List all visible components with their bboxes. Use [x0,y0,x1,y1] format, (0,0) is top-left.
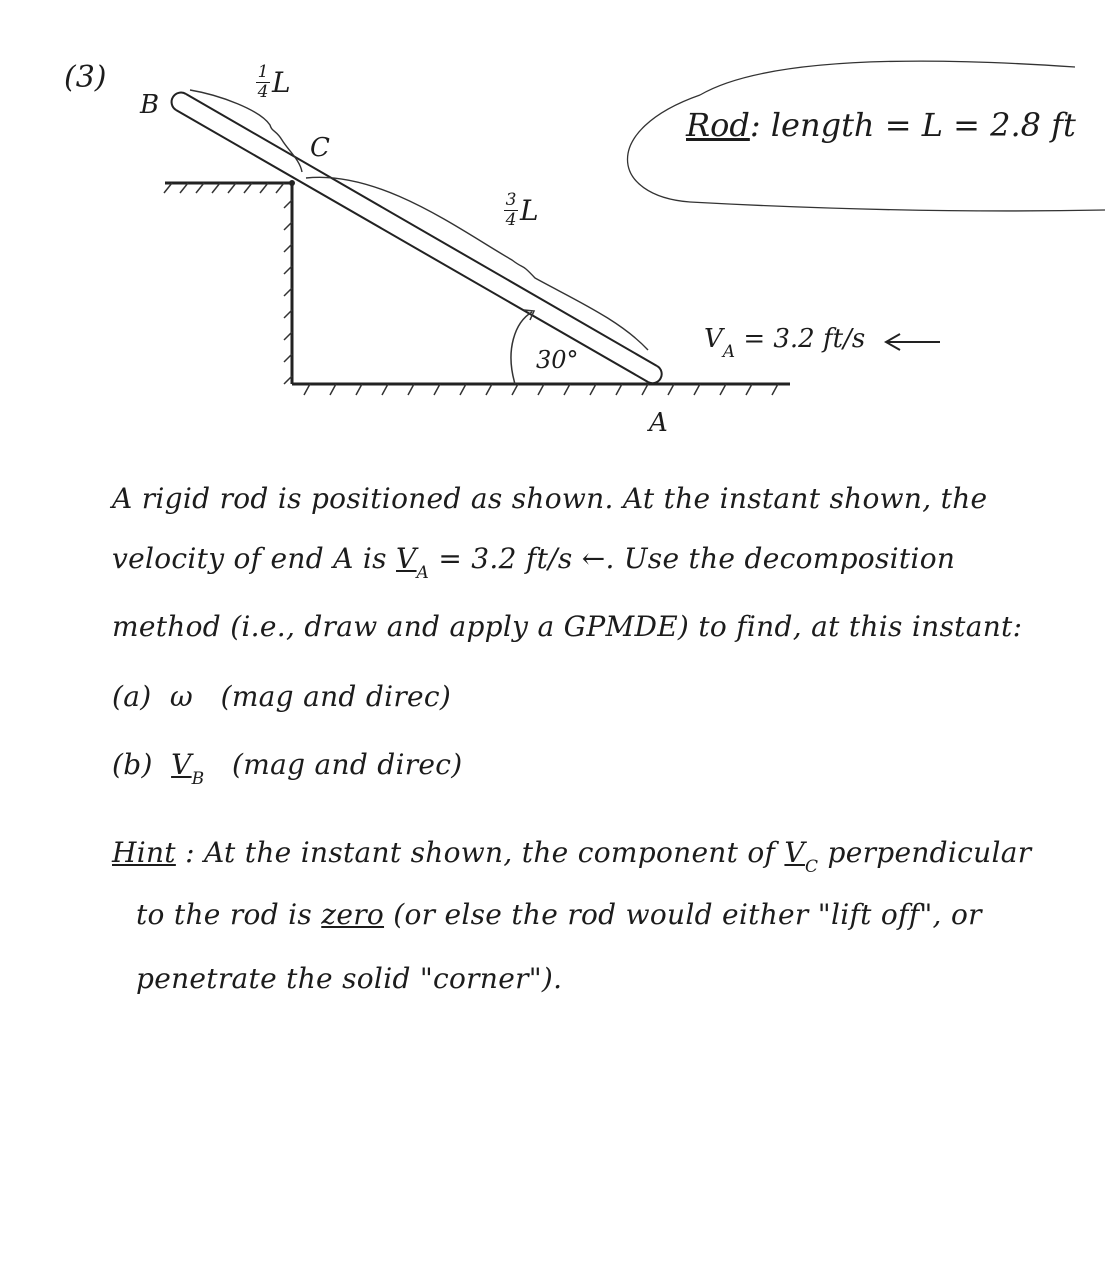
statement-line-1: A rigid rod is positioned as shown. At the instant shown, the [112,482,988,515]
brace-short [190,90,302,172]
hint-line-3: penetrate the solid "corner"). [136,962,563,995]
velocity-a-label: $V_A = 3.2$ ft/s [704,324,866,362]
statement-line-2: velocity of end A is $V_A = 3.2$ ft/s ←. Use the decomposition [112,542,956,583]
corner-contact [289,180,295,186]
part-a: (a) ω (mag and direc) [112,680,452,713]
label-c: C [310,133,330,163]
angle-arc [511,312,532,384]
rod-diagram [0,0,1115,460]
label-three-quarter-l: $\frac{3}{4}$ L [505,190,539,230]
problem-number: (3) [64,60,107,95]
label-quarter-l: $\frac{1}{4}$ L [257,62,291,102]
hint-line-2: to the rod is zero (or else the rod would either "lift off", or [136,898,982,931]
rod [172,93,662,384]
rod-info: Rod: length = L = 2.8 ft [686,106,1076,144]
brace-long [306,177,648,350]
hint-line-1: Hint : At the instant shown, the component of $V_C$ perpendicular [112,836,1032,877]
va-arrow-icon [886,334,940,350]
angle-label: 30° [536,346,579,374]
statement-line-3: method (i.e., draw and apply a GPMDE) to find, at this instant: [112,610,1023,643]
floor-hatching [304,384,778,395]
label-b: B [140,90,160,120]
label-a: A [649,408,668,438]
part-b: (b) $V_B$ (mag and direc) [112,748,463,789]
hint-label: Hint [112,836,176,869]
